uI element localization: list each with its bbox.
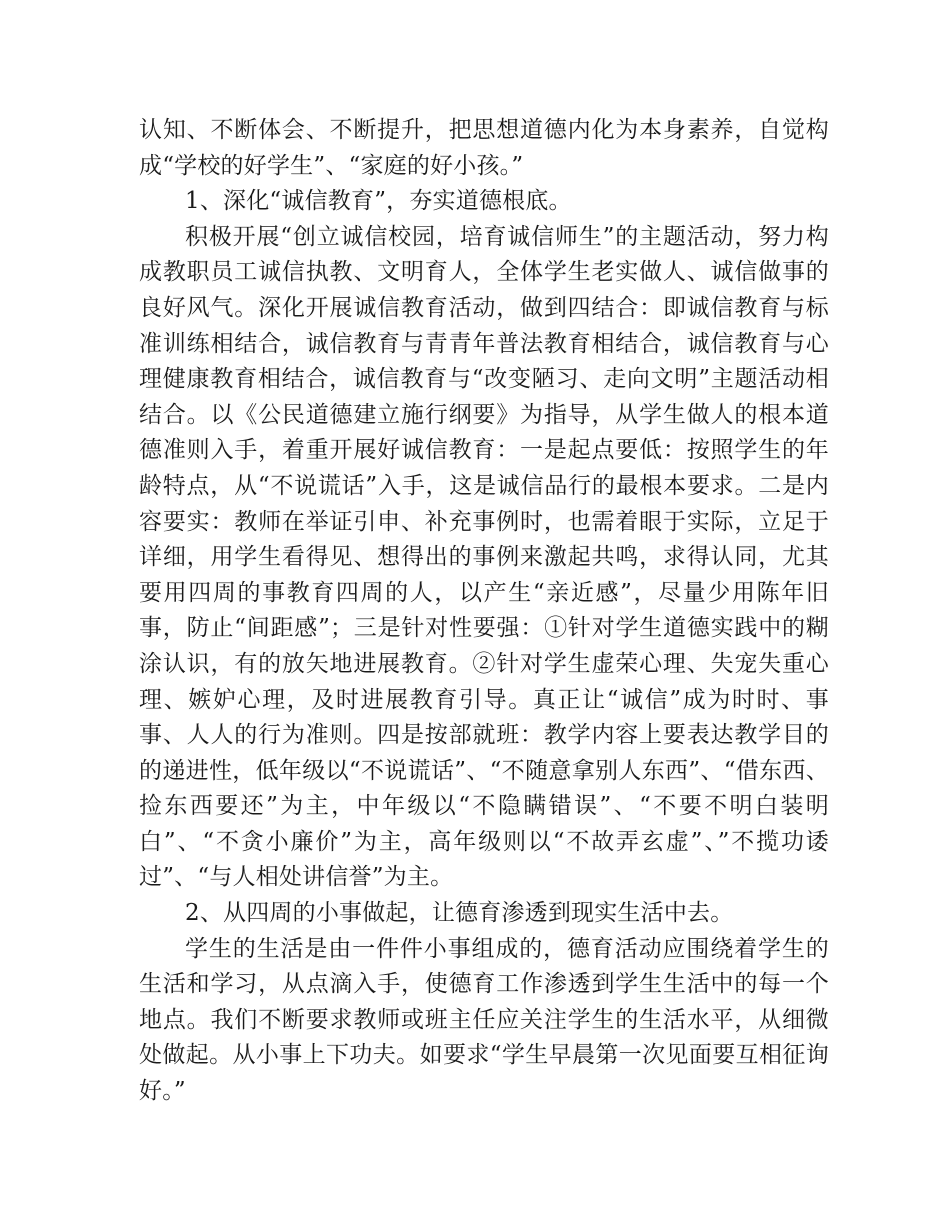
paragraph-continuation: 认知、不断体会、不断提升，把思想道德内化为本身素养，自觉构成“学校的好学生”、“家庭的好小孩。” (139, 117, 829, 179)
section-heading-2: 2、从四周的小事做起，让德育渗透到现实生活中去。 (185, 900, 734, 927)
document-body (139, 113, 829, 1110)
paragraph-daily-life: 学生的生活是由一件件小事组成的，德育活动应围绕着学生的生活和学习，从点滴入手，使德育工作渗透到学生生活中的每一个地点。我们不断要求教师或班主任应关注学生的生活水平，从细微处做起。从小事上下功夫。如要求“学生早晨第一次见面要互相征询好。” (139, 935, 829, 1105)
section-heading-1: 1、深化“诚信教育”，夯实道德根底。 (185, 188, 572, 215)
paragraph-integrity-education: 积极开展“创立诚信校园，培育诚信师生”的主题活动，努力构成教职员工诚信执教、文明育人，全体学生老实做人、诚信做事的良好风气。深化开展诚信教育活动，做到四结合：即诚信教育与标准训练相结合，诚信教育与青青年普法教育相结合，诚信教育与心理健康教育相结合，诚信教育与“改变陋习、走向文明”主题活动相结合。以《公民道德建立施行纲要》为指导，从学生做人的根本道德准则入手，着重开展好诚信教育：一是起点要低：按照学生的年龄特点，从“不说谎话”入手，这是诚信品行的最根本要求。二是内容要实：教师在举证引申、补充事例时，也需着眼于实际，立足于详细，用学生看得见、想得出的事例来激起共鸣，求得认同，尤其要用四周的事教育四周的人，以产生“亲近感”，尽量少用陈年旧事，防止“间距感”；三是针对性要强：①针对学生道德实践中的糊涂认识，有的放矢地进展教育。②针对学生虚荣心理、失宠失重心理、嫉妒心理，及时进展教育引导。真正让“诚信”成为时时、事事、人人的行为准则。四是按部就班：教学内容上要表达教学目的的递进性，低年级以“不说谎话”、“不随意拿别人东西”、“借东西、捡东西要还”为主，中年级以“不隐瞒错误”、“不要不明白装明白”、“不贪小廉价”为主，高年级则以“不故弄玄虚”、”不揽功诿过”、“与人相处讲信誉”为主。 (139, 223, 829, 891)
